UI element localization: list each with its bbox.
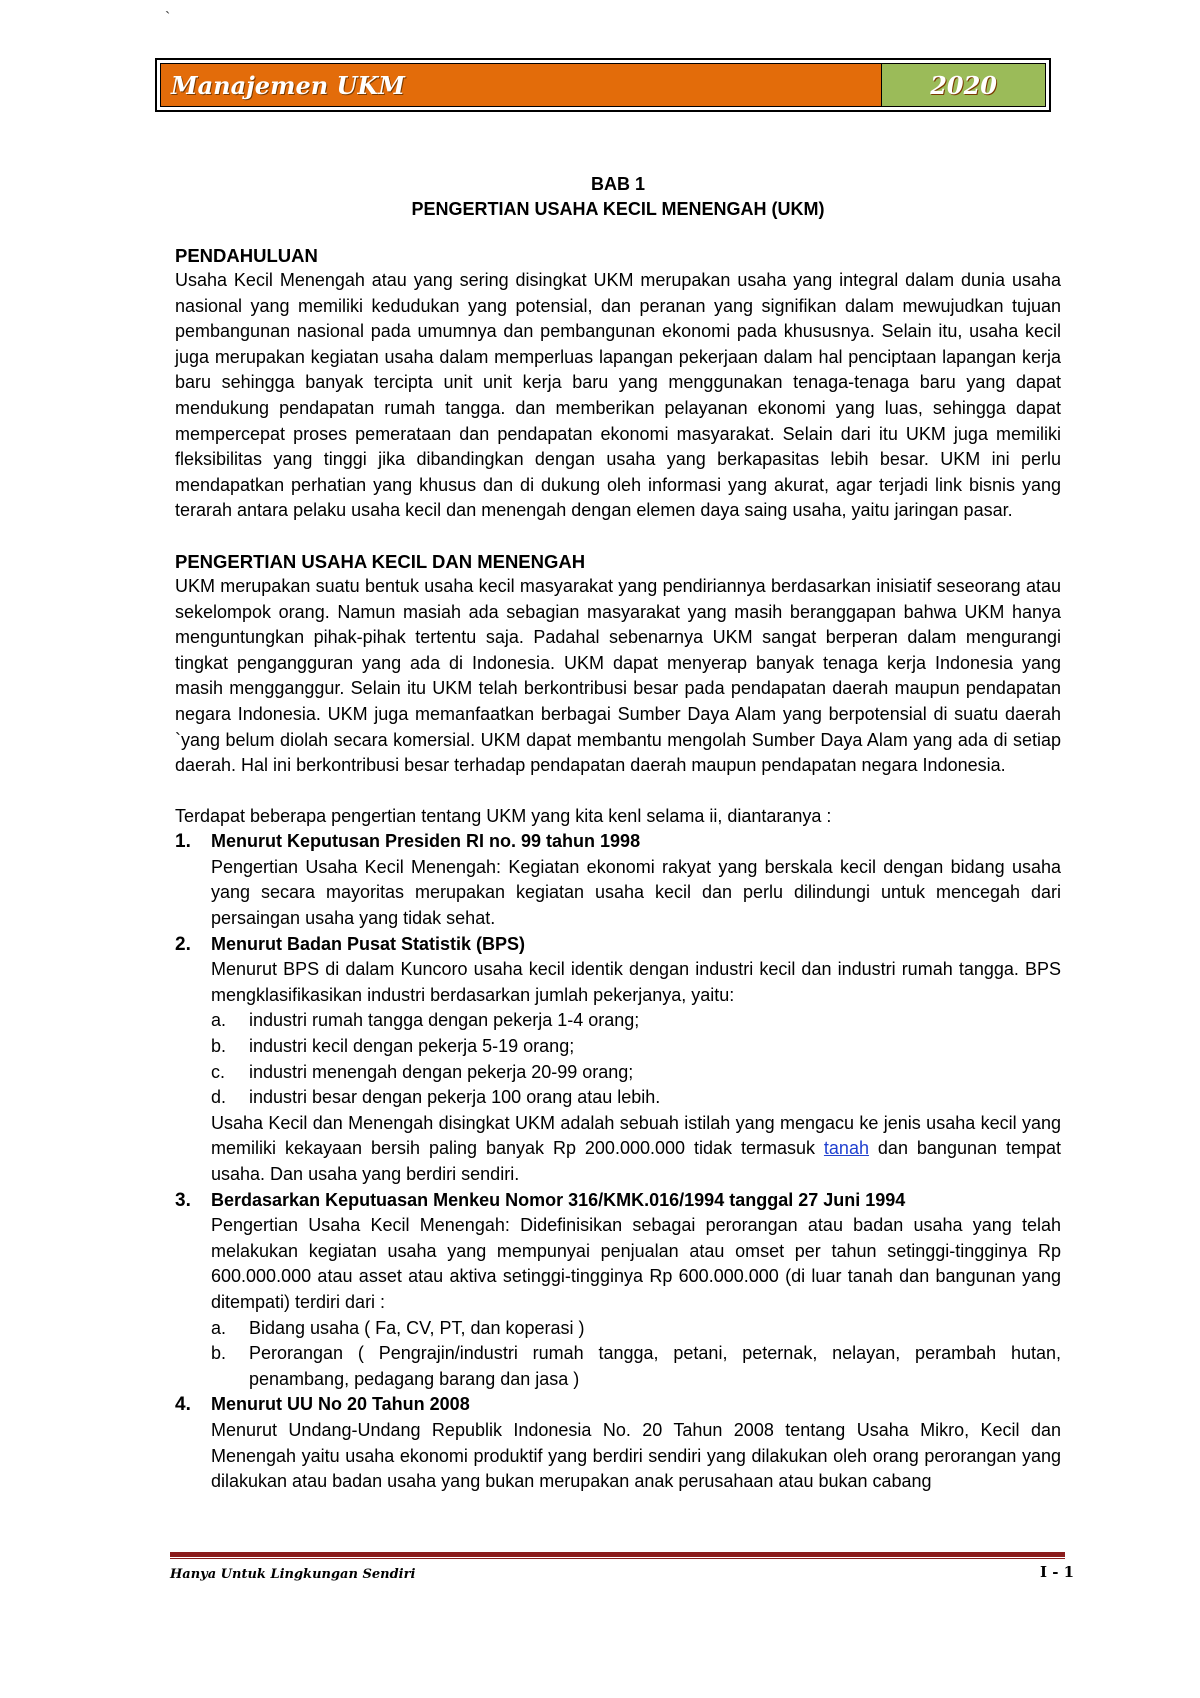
- intro-paragraph: Usaha Kecil Menengah atau yang sering disingkat UKM merupakan usaha yang integral dalam dunia usaha nasional yang memiliki kedudukan yang potensial, dan peranan yang signifikan dalam mewujudkan tujuan pembangunan nasional pada umumnya dan pembangunan ekonomi pada khususnya. Selain itu, usaha kecil juga merupakan kegiatan usaha dalam memperluas lapangan pekerjaan dalam hal penciptaan lapangan kerja baru sehingga banyak tercipta unit unit kerja baru yang menggunakan tenaga-tenaga baru yang dapat mendukung pendapatan rumah tangga. dan memberikan pelayanan ekonomi yang luas, sehingga dapat mempercepat proses pemerataan dan pendapatan ekonomi masyarakat. Selain dari itu UKM juga memiliki fleksibilitas yang tinggi jika dibandingkan dengan usaha yang berkapasitas lebih besar. UKM ini perlu mendapatkan perhatian yang khusus dan di dukung oleh informasi yang akurat, agar terjadi link bisnis yang terarah antara pelaku usaha kecil dan menengah dengan elemen daya saing usaha, yaitu jaringan pasar.: [175, 270, 1061, 521]
- sub-list-letter: a.: [211, 1317, 227, 1338]
- sub-list-item: [211, 1008, 1061, 1034]
- sub-list-letter: d.: [211, 1087, 227, 1108]
- header-year: 2020: [930, 70, 997, 100]
- list-item-text: Menurut BPS di dalam Kuncoro usaha kecil identik dengan industri kecil dan industri rumah tangga. BPS mengklasifikasikan industri berdasarkan jumlah pekerjanya, yaitu:: [211, 959, 1061, 1005]
- spacer: [175, 779, 1061, 804]
- sub-list-text: industri besar dengan pekerja 100 orang atau lebih.: [249, 1087, 661, 1108]
- footer-note: Hanya Untuk Lingkungan Sendiri: [170, 1567, 416, 1582]
- stray-tick-mark: `: [165, 10, 171, 27]
- list-item-text: [211, 1111, 1061, 1188]
- footer-divider: [170, 1552, 1065, 1557]
- chapter-number: BAB 1: [590, 174, 645, 194]
- sub-list-letter: b.: [211, 1036, 227, 1057]
- header-title-cell: [160, 63, 882, 107]
- definition-paragraph: UKM merupakan suatu bentuk usaha kecil masyarakat yang pendiriannya berdasarkan inisiatif seseorang atau sekelompok orang. Namun masiah ada sebagian masyarakat yang masih beranggapan bahwa UKM hanya menguntungkan pihak-pihak tertentu saja. Padahal sebenarnya UKM sangat berperan dalam mengurangi tingkat pengangguran yang ada di Indonesia. UKM dapat menyerap banyak tenaga kerja Indonesia yang masih mengganggur. Selain itu UKM telah berkontribusi besar pada pendapatan daerah maupun pendapatan negara Indonesia. UKM juga memanfaatkan berbagai Sumber Daya Alam yang berpotensial di suatu daerah `yang belum diolah secara komersial. UKM dapat membantu mengolah Sumber Daya Alam yang ada di setiap daerah. Hal ini berkontribusi besar terhadap pendapatan daerah maupun pendapatan negara Indonesia.: [175, 575, 1061, 776]
- sub-list-item: [211, 1316, 1061, 1342]
- list-intro: Terdapat beberapa pengertian tentang UKM yang kita kenl selama ii, diantaranya :: [175, 805, 832, 826]
- list-item-number: 2.: [175, 933, 191, 955]
- chapter-title: PENGERTIAN USAHA KECIL MENENGAH (UKM): [411, 199, 825, 219]
- list-item-title: Menurut Keputusan Presiden RI no. 99 tahun 1998: [211, 831, 641, 852]
- sub-list-letter: b.: [211, 1343, 227, 1364]
- list-item: [175, 1188, 1061, 1393]
- text-before-link: Usaha Kecil dan Menengah disingkat UKM adalah sebuah istilah yang mengacu ke jenis usaha kecil yang memiliki kekayaan bersih paling banyak Rp 200.000.000 tidak termasuk: [211, 1112, 1061, 1159]
- list-item-text: Menurut Undang-Undang Republik Indonesia No. 20 Tahun 2008 tentang Usaha Mikro, Kecil dan Menengah yaitu usaha ekonomi produktif yang berdiri sendiri yang dilakukan oleh orang perorangan yang dilakukan atau badan usaha yang bukan merupakan anak perusahaan atau bukan cabang: [211, 1419, 1061, 1492]
- list-item: [175, 932, 1061, 1188]
- list-item-number: 1.: [175, 831, 191, 853]
- header-banner: [155, 58, 1051, 112]
- sub-list-item: [211, 1085, 1061, 1111]
- list-item: [175, 1392, 1061, 1494]
- tanah-link[interactable]: tanah: [823, 1138, 869, 1159]
- sub-list-item: [211, 1060, 1061, 1086]
- sub-list-item: [211, 1341, 1061, 1392]
- page-number: I - 1: [1040, 1563, 1075, 1581]
- definition-list: [175, 829, 1061, 1494]
- sub-list-text: Perorangan ( Pengrajin/industri rumah tangga, petani, peternak, nelayan, perambah hutan, penambang, pedagang barang dan jasa ): [249, 1343, 1061, 1389]
- header-title: Manajemen UKM: [171, 70, 405, 100]
- sub-list-text: industri menengah dengan pekerja 20-99 orang;: [249, 1061, 634, 1082]
- spacer: [175, 524, 1061, 549]
- list-item-number: 4.: [175, 1394, 191, 1416]
- sub-list-text: industri rumah tangga dengan pekerja 1-4 orang;: [249, 1010, 640, 1031]
- spacer: [175, 222, 1061, 243]
- section-heading-intro: PENDAHULUAN: [175, 245, 318, 266]
- footer-divider-thin: [170, 1558, 1065, 1559]
- section-heading-definition: PENGERTIAN USAHA KECIL DAN MENENGAH: [175, 550, 586, 572]
- list-item-text: Pengertian Usaha Kecil Menengah: Didefinisikan sebagai perorangan atau badan usaha yang telah melakukan kegiatan usaha yang mempunyai penjualan atau omset per tahun setinggi-tingginya Rp 600.000.000 atau asset atau aktiva setinggi-tingginya Rp 600.000.000 (di luar tanah dan bangunan yang ditempati) terdiri dari :: [211, 1215, 1061, 1312]
- list-item: [175, 829, 1061, 931]
- sub-list-letter: a.: [211, 1010, 227, 1031]
- sub-list-item: [211, 1034, 1061, 1060]
- list-item-title: Menurut Badan Pusat Statistik (BPS): [211, 933, 526, 954]
- list-item-title: Berdasarkan Keputuasan Menkeu Nomor 316/KMK.016/1994 tanggal 27 Juni 1994: [211, 1189, 906, 1210]
- text-after-link: dan bangunan tempat usaha. Dan usaha yang berdiri sendiri.: [211, 1138, 1061, 1184]
- sub-list-text: Bidang usaha ( Fa, CV, PT, dan koperasi ): [249, 1317, 585, 1338]
- list-item-number: 3.: [175, 1189, 191, 1211]
- sub-list-text: industri kecil dengan pekerja 5-19 orang;: [249, 1036, 575, 1057]
- main-content: [175, 172, 1061, 1495]
- list-item-title: Menurut UU No 20 Tahun 2008: [211, 1394, 470, 1415]
- header-year-cell: [882, 63, 1046, 107]
- list-item-text: Pengertian Usaha Kecil Menengah: Kegiatan ekonomi rakyat yang berskala kecil dengan bidang usaha yang secara mayoritas merupakan kegiatan usaha kecil dan perlu dilindungi untuk mencegah dari persaingan usaha yang tidak sehat.: [211, 856, 1061, 929]
- sub-list-letter: c.: [211, 1061, 226, 1082]
